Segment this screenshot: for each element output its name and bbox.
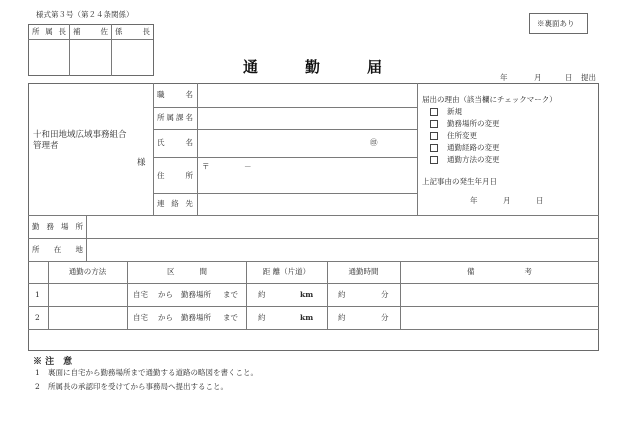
- row-1-approx-time: 約: [338, 290, 346, 299]
- job-title-field[interactable]: [200, 86, 414, 105]
- label-job-title: 職 名: [157, 90, 193, 99]
- approval-stamp-section-chief[interactable]: [112, 40, 153, 75]
- submission-month: 月: [534, 73, 542, 82]
- row-2-made: まで: [223, 313, 238, 322]
- note-1-number: 1: [35, 368, 40, 377]
- row-2-remarks-field[interactable]: [403, 309, 595, 327]
- row-1-kara: から: [158, 290, 173, 299]
- checkbox-icon[interactable]: [430, 108, 438, 116]
- address-field[interactable]: [200, 174, 414, 191]
- row-2-approx-dist: 約: [258, 313, 266, 322]
- row-2-number: 2: [35, 313, 40, 322]
- approval-stamp-chief[interactable]: [29, 40, 69, 75]
- row-1-number: 1: [35, 290, 40, 299]
- header-method: 通勤の方法: [68, 267, 107, 276]
- form-number: 様式第３号（第２４条関係）: [36, 10, 134, 19]
- title-char-3: 届: [367, 58, 383, 76]
- postal-mark-icon: 〒: [202, 162, 210, 171]
- row-1-made: まで: [223, 290, 238, 299]
- seal-mark-icon: ㊞: [370, 138, 378, 147]
- row-1-method-field[interactable]: [51, 286, 124, 304]
- row-1-km: km: [300, 290, 314, 299]
- row-2-to: 勤務場所: [181, 313, 211, 322]
- row-2-kara: から: [158, 313, 173, 322]
- addressee-title: 管理者: [33, 141, 59, 151]
- approval-header-chief: 所 属 長: [32, 27, 66, 36]
- name-field[interactable]: [200, 132, 360, 155]
- approval-stamp-assistant[interactable]: [70, 40, 111, 75]
- row-2-min: 分: [381, 313, 389, 322]
- addressee-honorific: 様: [137, 158, 146, 168]
- reason-option-method-change[interactable]: 通勤方法の変更: [430, 156, 557, 164]
- notes-heading: ※ 注 意: [33, 357, 73, 367]
- label-location: 所 在 地: [32, 245, 83, 254]
- approval-header-section-chief: 係 長: [115, 27, 150, 36]
- row-1-min: 分: [381, 290, 389, 299]
- row-1-time-field[interactable]: [348, 286, 378, 304]
- header-remarks: 備 考: [467, 267, 532, 276]
- row-2-km: km: [300, 313, 314, 322]
- reason-option-address-change[interactable]: 住所変更: [430, 132, 557, 140]
- reason-option-route-change[interactable]: 通勤経路の変更: [430, 144, 557, 152]
- occurrence-year: 年: [470, 196, 478, 205]
- label-name: 氏 名: [157, 138, 193, 147]
- note-2-number: 2: [35, 382, 40, 391]
- label-contact: 連 絡 先: [157, 199, 193, 208]
- checkbox-icon[interactable]: [430, 156, 438, 164]
- addressee: [33, 130, 127, 152]
- reason-option-workplace-change[interactable]: 勤務場所の変更: [430, 120, 557, 128]
- addressee-org: 十和田地域広域事務組合: [33, 130, 127, 140]
- label-department: 所 属 課 名: [157, 113, 193, 122]
- header-section: 区 間: [167, 267, 207, 276]
- header-time: 通勤時間: [348, 267, 379, 276]
- reason-heading: 届出の理由（該当欄にチェックマーク）: [422, 95, 557, 104]
- contact-field[interactable]: [200, 196, 414, 213]
- back-note: ※裏面あり: [537, 19, 575, 28]
- checkbox-icon[interactable]: [430, 120, 438, 128]
- workplace-field[interactable]: [90, 218, 595, 236]
- submission-suffix: 提出: [581, 73, 596, 82]
- location-field[interactable]: [90, 241, 595, 259]
- row-2-time-field[interactable]: [348, 309, 378, 327]
- checkbox-icon[interactable]: [430, 144, 438, 152]
- submission-day: 日: [565, 73, 573, 82]
- row-1-remarks-field[interactable]: [403, 286, 595, 304]
- row-1-from: 自宅: [133, 290, 148, 299]
- title-char-2: 勤: [305, 58, 321, 76]
- checkbox-icon[interactable]: [430, 132, 438, 140]
- row-2-approx-time: 約: [338, 313, 346, 322]
- submission-year: 年: [500, 73, 508, 82]
- row-1-approx-dist: 約: [258, 290, 266, 299]
- row-1-to: 勤務場所: [181, 290, 211, 299]
- note-1-text: 裏面に自宅から勤務場所まで通勤する道路の略図を書くこと。: [48, 368, 258, 377]
- label-workplace: 勤 務 場 所: [32, 222, 83, 231]
- department-field[interactable]: [200, 110, 414, 127]
- back-note-box: [529, 13, 588, 34]
- occurrence-month: 月: [503, 196, 511, 205]
- note-2-text: 所属長の承認印を受けてから事務局へ提出すること。: [48, 382, 228, 391]
- occurrence-label: 上記事由の発生年月日: [422, 177, 497, 186]
- approval-header-assistant: 補 佐: [73, 27, 108, 36]
- reason-option-new[interactable]: 新規: [430, 108, 557, 116]
- header-distance: 距 離（片道）: [262, 267, 311, 276]
- occurrence-day: 日: [536, 196, 544, 205]
- row-2-distance-field[interactable]: [266, 309, 296, 327]
- extra-row-field[interactable]: [30, 331, 596, 349]
- row-1-distance-field[interactable]: [266, 286, 296, 304]
- row-2-method-field[interactable]: [51, 309, 124, 327]
- row-2-from: 自宅: [133, 313, 148, 322]
- postal-dash: －: [244, 162, 252, 171]
- reason-panel: [422, 96, 557, 168]
- label-address: 住 所: [157, 171, 193, 180]
- title-char-1: 通: [243, 58, 259, 76]
